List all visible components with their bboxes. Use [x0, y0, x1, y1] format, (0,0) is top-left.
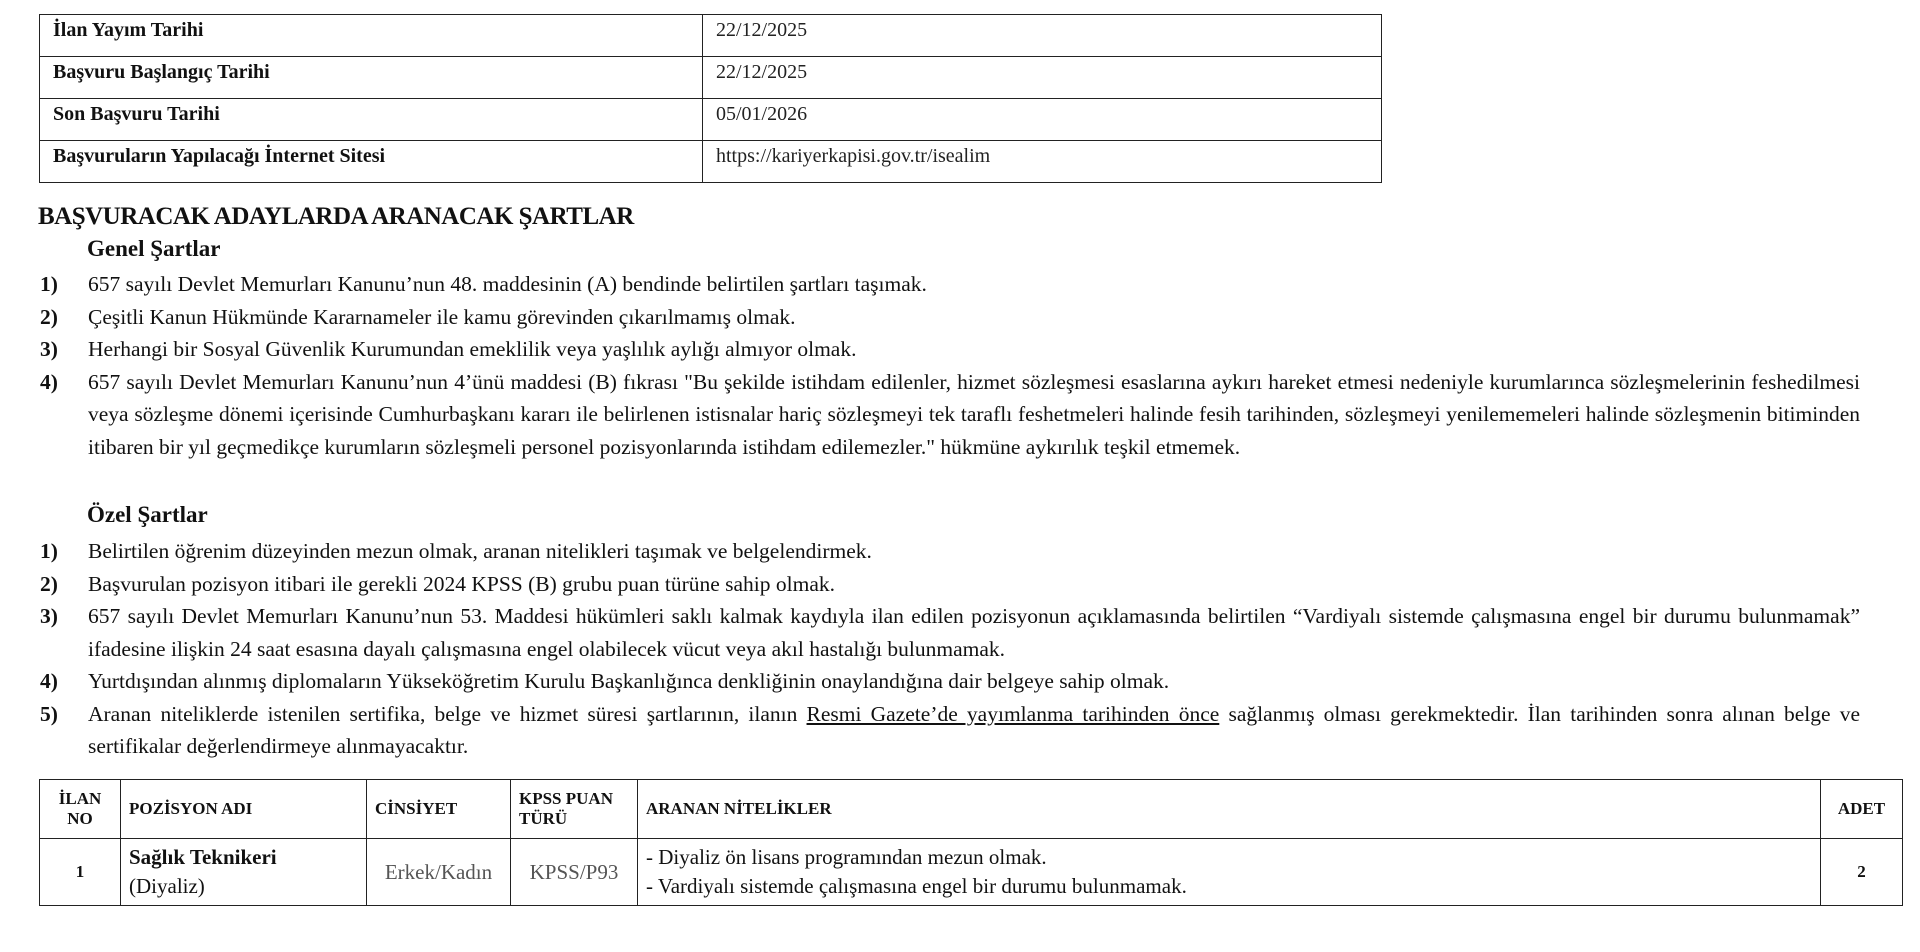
item-text: 657 sayılı Devlet Memurları Kanunu’nun 4’ünü maddesi (B) fıkrası "Bu şekilde istihdam edilenler, hizmet sözleşmesi esaslarına aykırı hareket etmesi nedeniyle kurumlarınca sözleşmelerinin feshedilmesi veya sözleşme dönemi içerisinde Cumhurbaşkanı kararı ile belirlenen istisnalar hariç sözleşmeyi tek taraflı feshetmeleri halinde fesih tarihinden, sözleşmeyi yenilememeleri halinde sözleşmenin bitiminden itibaren bir yıl geçmedikçe kurumların sözleşmeli personel pozisyonlarında istihdam edilemezler." hükmüne aykırılık teşkil etmemek.	[88, 369, 1860, 459]
list-item	[40, 665, 1860, 698]
header-kpss-score-type: KPSS PUAN TÜRÜ	[511, 780, 638, 839]
qualification-item: - Diyaliz ön lisans programından mezun olmak.	[646, 845, 1047, 869]
list-item	[40, 333, 1860, 366]
table-row	[40, 15, 1382, 57]
position-subtitle: (Diyaliz)	[129, 874, 205, 898]
requirements-title: BAŞVURACAK ADAYLARDA ARANACAK ŞARTLAR	[38, 203, 634, 230]
qualification-item: - Vardiyalı sistemde çalışmasına engel bir durumu bulunmamak.	[646, 874, 1187, 898]
header-position-name: POZİSYON ADI	[121, 780, 367, 839]
item-text: Belirtilen öğrenim düzeyinden mezun olmak, aranan nitelikleri taşımak ve belgelendirmek.	[88, 539, 872, 563]
cell-gender: Erkek/Kadın	[367, 839, 511, 906]
special-requirements-list	[40, 535, 1860, 763]
item-number: 5)	[40, 701, 58, 726]
header-qualifications: ARANAN NİTELİKLER	[638, 780, 1821, 839]
item-number: 3)	[40, 604, 58, 628]
value-application-deadline: 05/01/2026	[703, 99, 1382, 141]
item-text: Çeşitli Kanun Hükmünde Kararnameler ile kamu görevinden çıkarılmamış olmak.	[88, 304, 796, 329]
value-application-start: 22/12/2025	[703, 57, 1382, 99]
value-application-website[interactable]: https://kariyerkapisi.gov.tr/isealim	[703, 141, 1382, 183]
label-application-deadline: Son Başvuru Tarihi	[40, 99, 703, 141]
list-item	[40, 301, 1860, 334]
label-application-website: Başvuruların Yapılacağı İnternet Sitesi	[40, 141, 703, 183]
item-text: 657 sayılı Devlet Memurları Kanunu’nun 53. Maddesi hükümleri saklı kalmak kaydıyla ilan edilen pozisyonun açıklamasında belirtilen “Vardiyalı sistemde çalışmasına engel bir durumu bulunmamak” ifadesine ilişkin 24 saat esasına dayalı çalışmasına engel olabilecek vücut veya akıl hastalığı bulunmamak.	[88, 604, 1860, 661]
cell-ilan-no: 1	[40, 839, 121, 906]
list-item	[40, 535, 1860, 568]
item-text	[88, 698, 1860, 763]
item-number: 2)	[40, 304, 58, 329]
header-count: ADET	[1821, 780, 1903, 839]
item-text: Yurtdışından alınmış diplomaların Yükseköğretim Kurulu Başkanlığınca denkliğinin onaylandığına dair belgeye sahip olmak.	[88, 669, 1170, 693]
general-requirements-title: Genel Şartlar	[87, 236, 221, 261]
cell-position-name	[121, 839, 367, 906]
underlined-text: Resmi Gazete’de yayımlanma tarihinden önce	[806, 701, 1220, 726]
item-number: 1)	[40, 539, 58, 563]
table-row	[40, 99, 1382, 141]
label-application-start: Başvuru Başlangıç Tarihi	[40, 57, 703, 99]
table-row	[40, 839, 1903, 906]
table-row	[40, 57, 1382, 99]
item-text: Herhangi bir Sosyal Güvenlik Kurumundan emeklilik veya yaşlılık aylığı almıyor olmak.	[88, 337, 857, 361]
list-item	[40, 268, 1860, 301]
label-publish-date: İlan Yayım Tarihi	[40, 15, 703, 57]
item-number: 2)	[40, 571, 58, 596]
general-requirements-list	[40, 268, 1860, 463]
position-title: Sağlık Teknikeri	[129, 845, 277, 869]
list-item	[40, 568, 1860, 601]
item-text: Başvurulan pozisyon itibari ile gerekli 2024 KPSS (B) grubu puan türüne sahip olmak.	[88, 571, 836, 596]
cell-kpss-score-type: KPSS/P93	[511, 839, 638, 906]
list-item	[40, 366, 1860, 464]
list-item	[40, 698, 1860, 763]
cell-qualifications	[638, 839, 1821, 906]
table-header-row	[40, 780, 1903, 839]
item-number: 1)	[40, 272, 58, 296]
item-number: 4)	[40, 669, 58, 693]
table-row	[40, 141, 1382, 183]
list-item	[40, 600, 1860, 665]
item-number: 4)	[40, 369, 58, 394]
item-text: 657 sayılı Devlet Memurları Kanunu’nun 48. maddesinin (A) bendinde belirtilen şartları taşımak.	[88, 272, 927, 296]
value-publish-date: 22/12/2025	[703, 15, 1382, 57]
positions-table	[39, 779, 1903, 906]
item-text-after: sağlanmış olması gerekmektedir. İlan tarihinden sonra alınan belge ve sertifikalar değerlendirmeye alınmayacaktır.	[88, 701, 1861, 758]
announcement-dates-table	[39, 14, 1382, 183]
cell-count: 2	[1821, 839, 1903, 906]
header-ilan-no: İLAN NO	[40, 780, 121, 839]
special-requirements-title: Özel Şartlar	[87, 502, 208, 527]
item-number: 3)	[40, 337, 58, 361]
header-gender: CİNSİYET	[367, 780, 511, 839]
item-text-before: Aranan niteliklerde istenilen sertifika, belge ve hizmet süresi şartlarının, ilanın	[88, 701, 807, 726]
